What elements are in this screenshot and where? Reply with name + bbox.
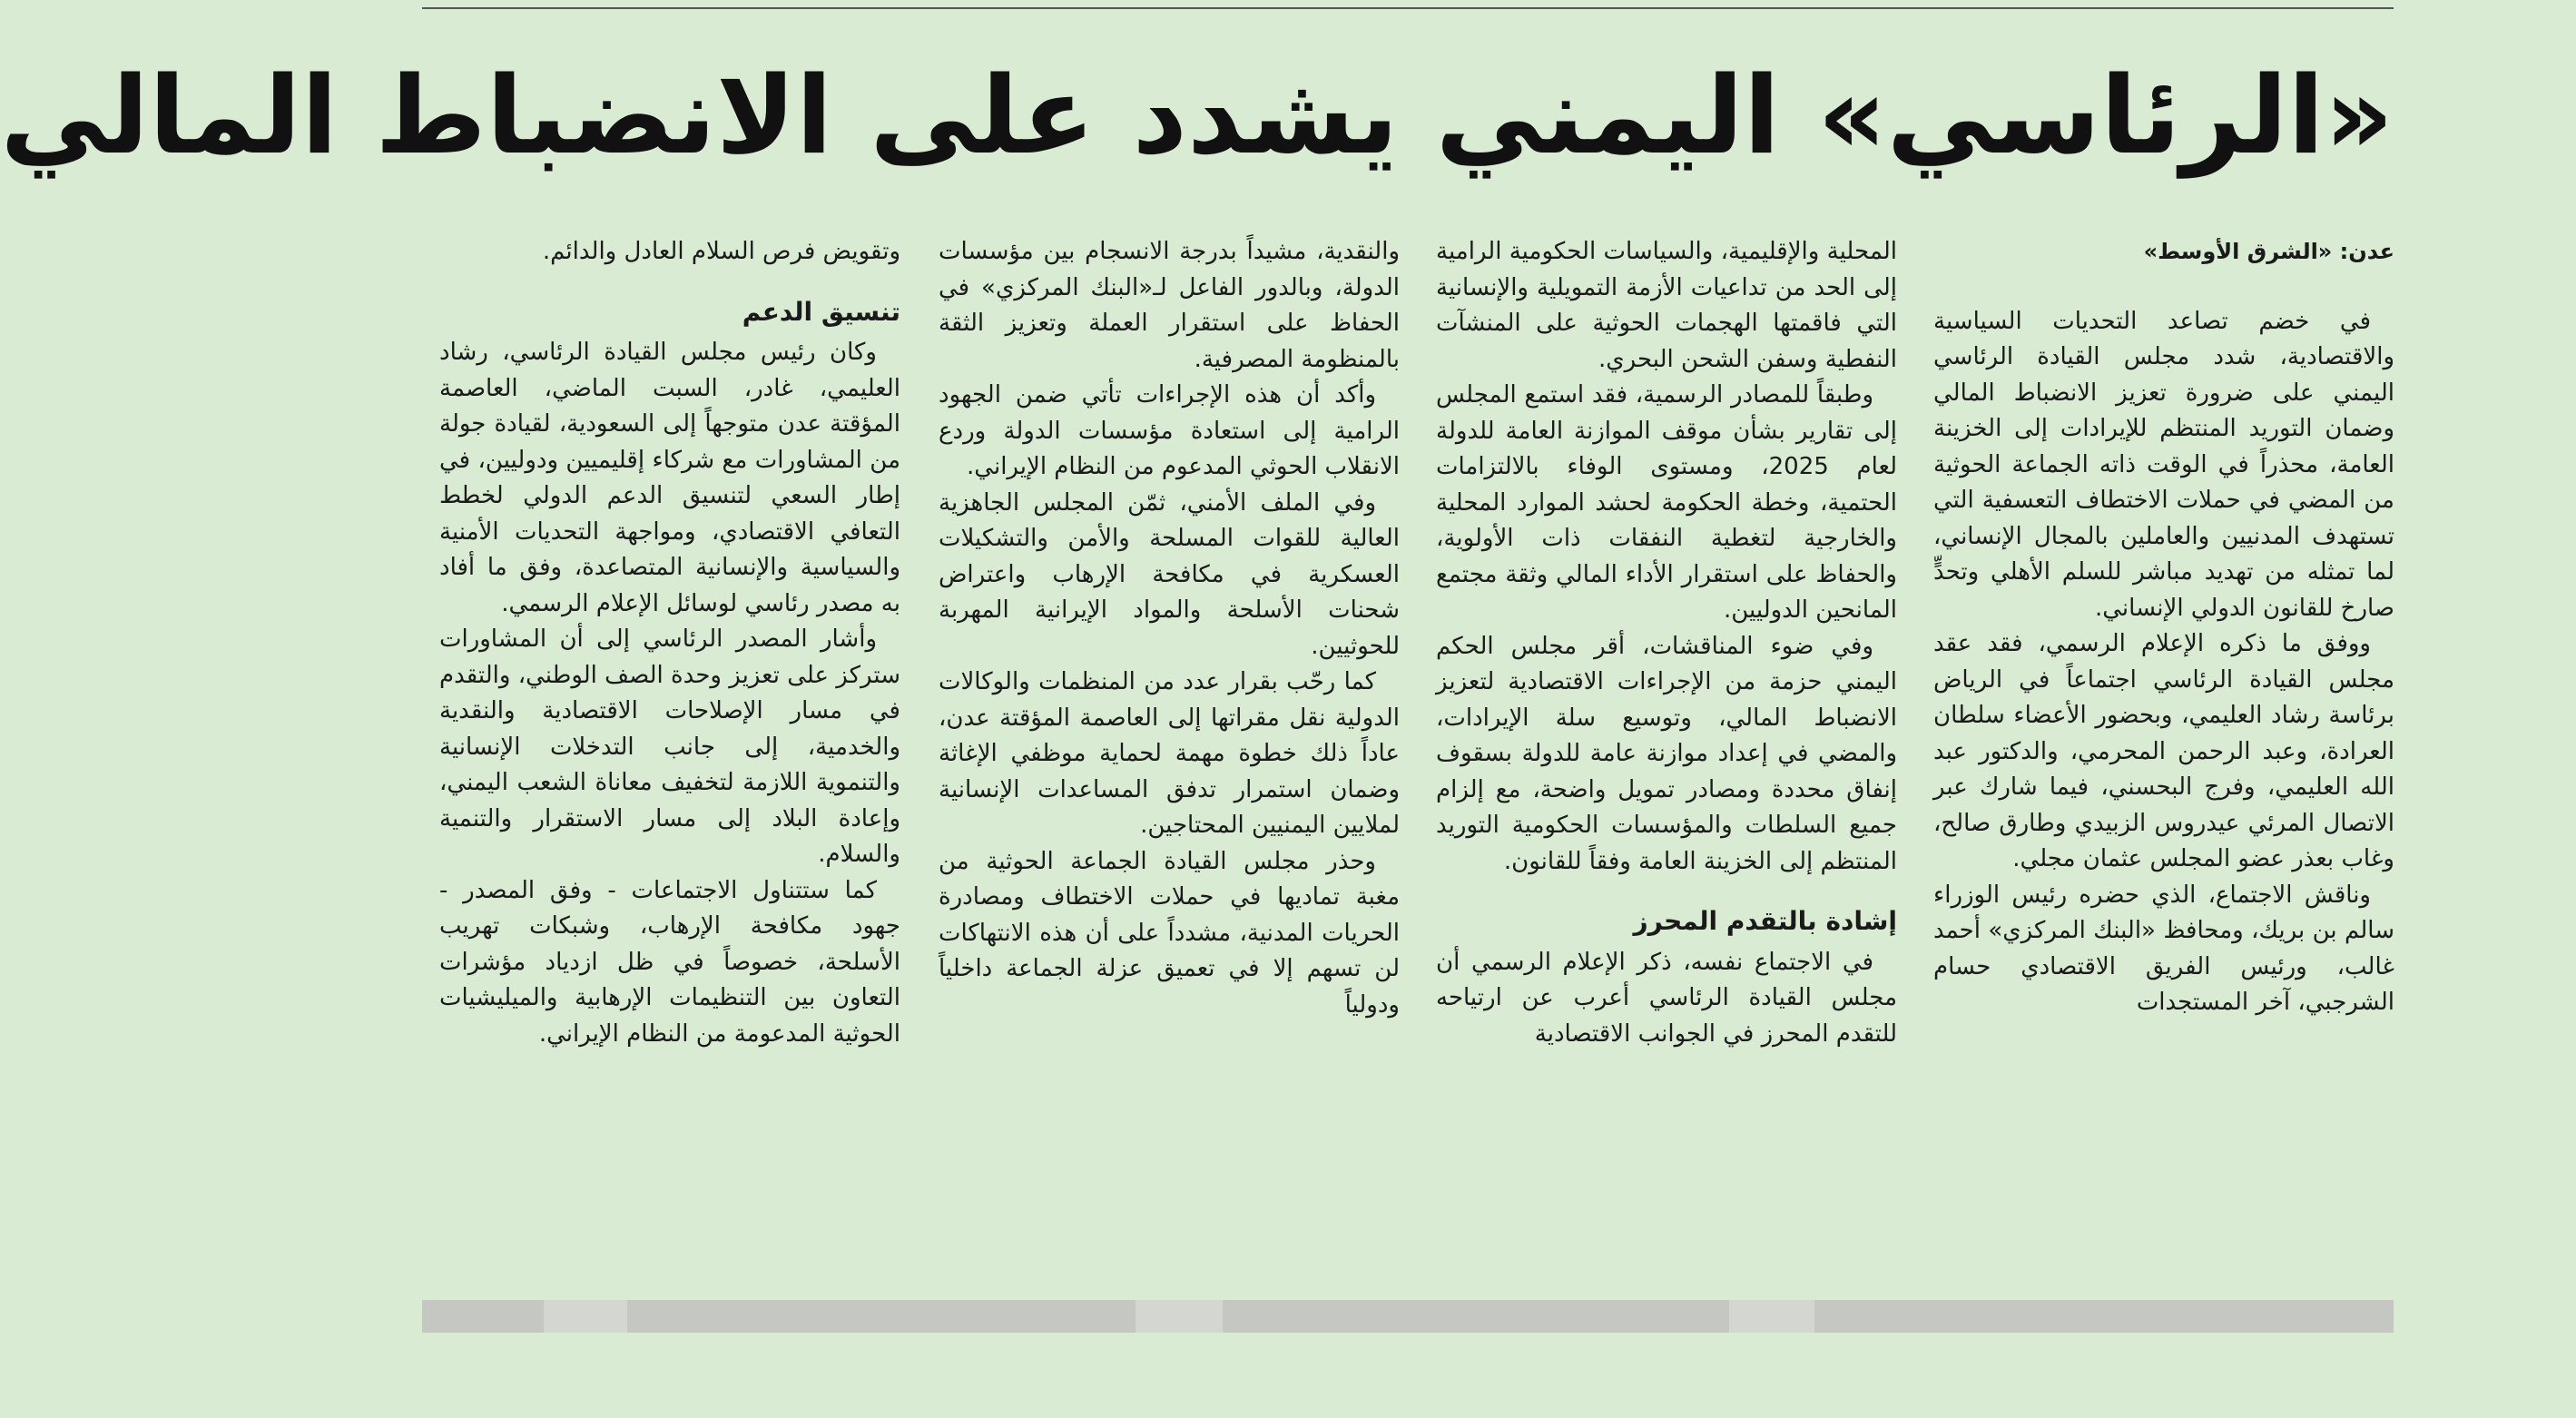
paragraph: وفي ضوء المناقشات، أقر مجلس الحكم اليمني حزمة من الإجراءات الاقتصادية لتعزيز الانضباط المالي، وتوسيع سلة الإيرادات، والمضي في إعداد موازنة عامة للدولة بسقوف إنفاق محددة ومصادر تمويل واضحة، مع إلزام جميع السلطات والمؤسسات الحكومية التوريد المنتظم إلى الخزينة العامة وفقاً للقانون.: [1436, 632, 1897, 875]
paragraph: والنقدية، مشيداً بدرجة الانسجام بين مؤسسات الدولة، وبالدور الفاعل لـ«البنك المركزي» في الحفاظ على استقرار العملة وتعزيز الثقة بالمنظومة المصرفية.: [939, 238, 1400, 373]
paragraph: وفي الملف الأمني، ثمّن المجلس الجاهزية العالية للقوات المسلحة والأمن والتشكيلات العسكرية في مكافحة الإرهاب واعتراض شحنات الأسلحة والمواد الإيرانية المهربة للحوثيين.: [939, 488, 1400, 660]
paragraph: كما ستتناول الاجتماعات - وفق المصدر - جهود مكافحة الإرهاب، وشبكات تهريب الأسلحة، خصوصاً في ظل ازدياد مؤشرات التعاون بين التنظيمات الإرهابية والميليشيات الحوثية المدعومة من النظام الإيراني.: [439, 876, 900, 1048]
paragraph: وناقش الاجتماع، الذي حضره رئيس الوزراء سالم بن بريك، ومحافظ «البنك المركزي» أحمد غالب، ورئيس الفريق الاقتصادي حسام الشرجبي، آخر المستجدات: [1933, 881, 2394, 1016]
article-column-3: [939, 234, 1400, 1269]
top-rule: [422, 7, 2394, 9]
article-column-2: [1436, 234, 1897, 1269]
article-column-4: [439, 234, 900, 1269]
band-segment: [1136, 1300, 1223, 1333]
band-segment: [1729, 1300, 1814, 1333]
subheading: تنسيق الدعم: [742, 296, 900, 327]
paragraph: كما رحّب بقرار عدد من المنظمات والوكالات الدولية نقل مقراتها إلى العاصمة المؤقتة عدن، عاداً ذلك خطوة مهمة لحماية موظفي الإغاثة وضمان استمرار تدفق المساعدات الإنسانية لملايين اليمنيين المحتاجين.: [939, 668, 1400, 839]
paragraph: وأكد أن هذه الإجراءات تأتي ضمن الجهود الرامية إلى استعادة مؤسسات الدولة وردع الانقلاب الحوثي المدعوم من النظام الإيراني.: [939, 381, 1400, 480]
byline: عدن: «الشرق الأوسط»: [2143, 239, 2394, 264]
paragraph: في الاجتماع نفسه، ذكر الإعلام الرسمي أن مجلس القيادة الرئاسي أعرب عن ارتياحه للتقدم المحرز في الجوانب الاقتصادية: [1436, 948, 1897, 1048]
paragraph: في خضم تصاعد التحديات السياسية والاقتصادية، شدد مجلس القيادة الرئاسي اليمني على ضرورة تعزيز الانضباط المالي وضمان التوريد المنتظم للإيرادات إلى الخزينة العامة، محذراً في الوقت ذاته الجماعة الحوثية من المضي في حملات الاختطاف التعسفية التي تستهدف المدنيين والعاملين بالمجال الإنساني، لما تمثله من تهديد مباشر للسلم الأهلي وتحدٍّ صارخ للقانون الدولي الإنساني.: [1933, 307, 2394, 622]
headline: «الرئاسي» اليمني يشدد على الانضباط المالي: [0, 53, 2394, 178]
article-column-1: [1933, 234, 2394, 1269]
paragraph: وطبقاً للمصادر الرسمية، فقد استمع المجلس إلى تقارير بشأن موقف الموازنة العامة للدولة لعام 2025، ومستوى الوفاء بالالتزامات الحتمية، وخطة الحكومة لحشد الموارد المحلية والخارجية لتغطية النفقات ذات الأولوية، والحفاظ على استقرار الأداء المالي وثقة مجتمع المانحين الدوليين.: [1436, 381, 1898, 624]
paragraph: وتقويض فرص السلام العادل والدائم.: [542, 238, 900, 265]
band-segment: [544, 1300, 627, 1333]
bottom-band: [422, 1300, 2394, 1333]
paragraph: وأشار المصدر الرئاسي إلى أن المشاورات ستركز على تعزيز وحدة الصف الوطني، والتقدم في مسار الإصلاحات الاقتصادية والنقدية والخدمية، إلى جانب التدخلات الإنسانية والتنموية اللازمة لتخفيف معاناة الشعب اليمني، وإعادة البلاد إلى مسار الاستقرار والتنمية والسلام.: [439, 625, 900, 868]
paragraph: وحذر مجلس القيادة الجماعة الحوثية من مغبة تماديها في حملات الاختطاف ومصادرة الحريات المدنية، مشدداً على أن هذه الانتهاكات لن تسهم إلا في تعميق عزلة الجماعة داخلياً ودولياً: [939, 847, 1400, 1019]
paragraph: وكان رئيس مجلس القيادة الرئاسي، رشاد العليمي، غادر، السبت الماضي، العاصمة المؤقتة عدن متوجهاً إلى السعودية، لقيادة جولة من المشاورات مع شركاء إقليميين ودوليين، في إطار السعي لتنسيق الدعم الدولي لخطط التعافي الاقتصادي، ومواجهة التحديات الأمنية والسياسية والإنسانية المتصاعدة، وفق ما أفاد به مصدر رئاسي لوسائل الإعلام الرسمي.: [439, 339, 900, 617]
subheading: إشادة بالتقدم المحرز: [1633, 906, 1897, 936]
paragraph: المحلية والإقليمية، والسياسات الحكومية الرامية إلى الحد من تداعيات الأزمة التمويلية والإنسانية التي فاقمتها الهجمات الحوثية على المنشآت النفطية وسفن الشحن البحري.: [1436, 238, 1897, 373]
paragraph: ووفق ما ذكره الإعلام الرسمي، فقد عقد مجلس القيادة الرئاسي اجتماعاً في الرياض برئاسة رشاد العليمي، وبحضور الأعضاء سلطان العرادة، وعبد الرحمن المحرمي، والدكتور عبد الله العليمي، وفرج البحسني، فيما شارك عبر الاتصال المرئي عيدروس الزبيدي وطارق صالح، وغاب بعذر عضو المجلس عثمان مجلي.: [1933, 630, 2394, 872]
